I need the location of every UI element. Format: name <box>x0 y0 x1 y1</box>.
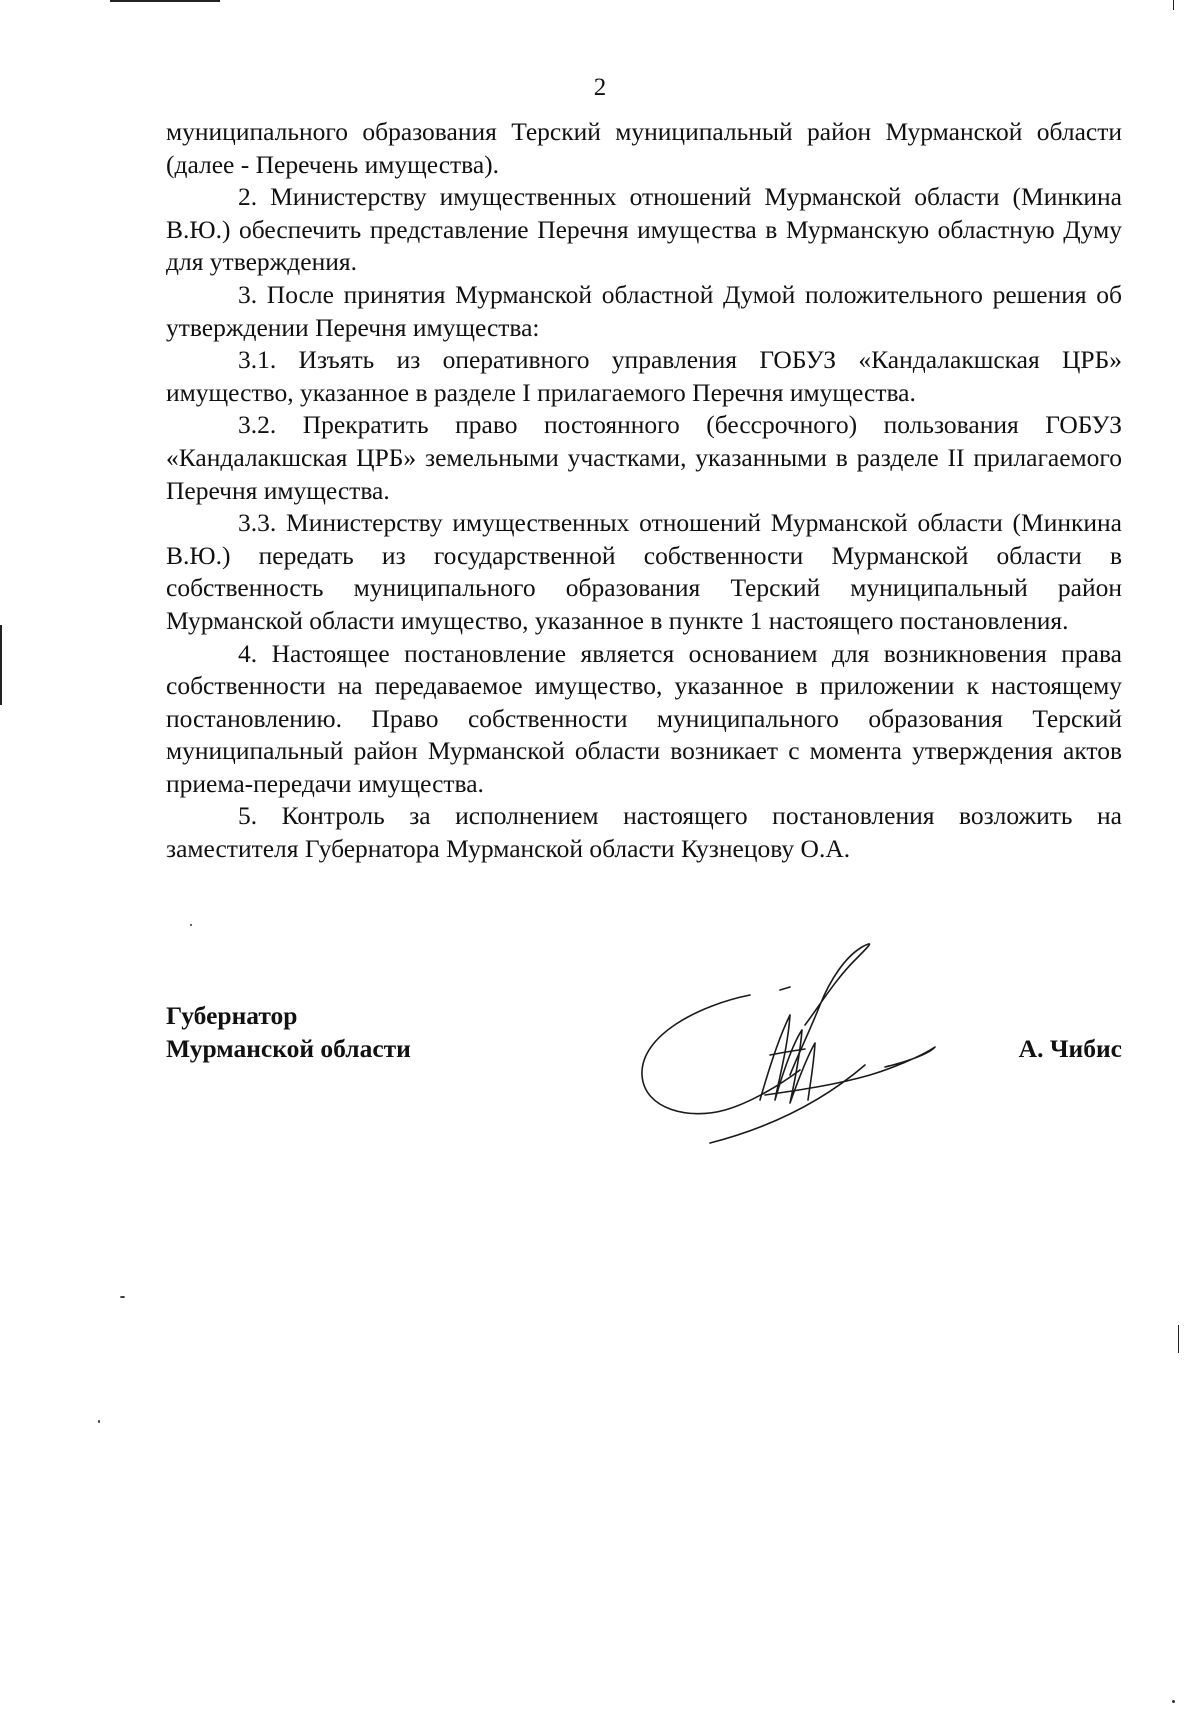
paragraph-item-5: 5. Контроль за исполнением настоящего постановления возложить на заместителя Губернатора Мурманской области Кузнецову О.А. <box>166 801 1122 864</box>
scan-speck <box>120 1296 125 1298</box>
signatory-position-line-2: Мурманской области <box>166 1034 411 1063</box>
paragraph-item-3: 3. После принятия Мурманской областной Думой положительного решения об утверждении Перечня имущества: <box>166 279 1122 342</box>
scan-edge-mark <box>0 625 2 705</box>
signatory-position-line-1: Губернатор <box>166 1001 298 1030</box>
scan-edge-mark-right <box>1173 0 1174 10</box>
scan-edge-mark-right-lower <box>1178 1325 1179 1353</box>
scan-edge-line <box>110 0 220 2</box>
document-body <box>166 116 1122 866</box>
scan-speck <box>98 1420 100 1423</box>
paragraph-item-3-1: 3.1. Изъять из оперативного управления ГОБУЗ «Кандалакшская ЦРБ» имущество, указанное в разделе I прилагаемого Перечня имущества. <box>166 345 1122 407</box>
scan-speck <box>190 924 192 926</box>
paragraph-item-2: 2. Министерству имущественных отношений Мурманской области (Минкина В.Ю.) обеспечить представление Перечня имущества в Мурманскую областную Думу для утверждения. <box>166 182 1122 277</box>
signatory-position <box>166 999 411 1065</box>
paragraph-continuation: муниципального образования Терский муниципальный район Мурманской области (далее - Перечень имущества). <box>166 117 1122 179</box>
paragraph-item-3-3: 3.3. Министерству имущественных отношений Мурманской области (Минкина В.Ю.) передать из государственной собственности Мурманской области в собственность муниципального образования Терский муниципальный район Мурманской области имущество, указанное в пункте 1 настоящего постановления. <box>166 508 1122 635</box>
paragraph-item-4: 4. Настоящее постановление является основанием для возникновения права собственности на передаваемое имущество, указанное в приложении к настоящему постановлению. Право собственности муниципального образования Терский муниципальный район Мурманской области возникает с момента утверждения актов приема-передачи имущества. <box>166 638 1122 798</box>
paragraph-item-3-2: 3.2. Прекратить право постоянного (бессрочного) пользования ГОБУЗ «Кандалакшская ЦРБ» земельными участками, указанными в разделе II прилагаемого Перечня имущества. <box>166 410 1122 505</box>
scan-speck <box>1172 1700 1175 1703</box>
signatory-name: А. Чибис <box>1018 1034 1122 1063</box>
handwritten-signature-icon <box>630 935 950 1145</box>
page-number: 2 <box>593 74 607 101</box>
